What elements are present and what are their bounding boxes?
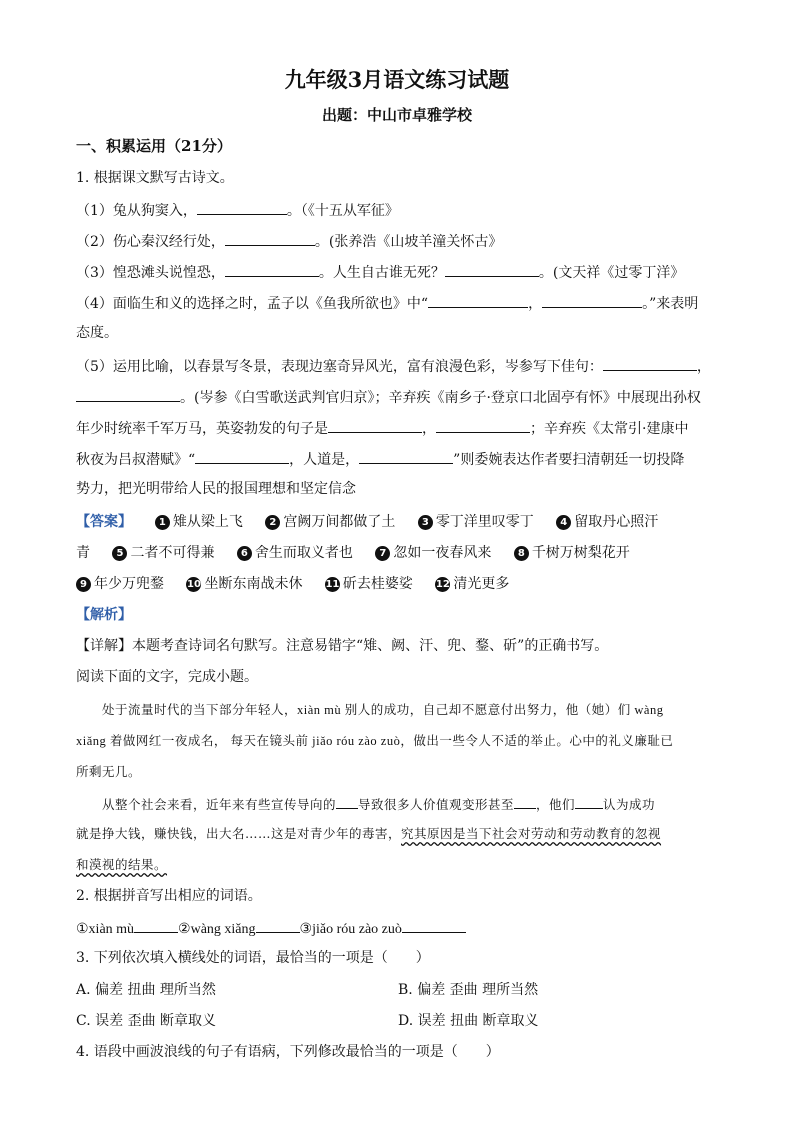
answer-text: 二者不可得兼 xyxy=(130,545,215,561)
answer-blank xyxy=(428,292,528,308)
section-heading: 一、积累运用（21分） xyxy=(76,137,232,155)
passage-line xyxy=(102,700,663,720)
answer-text: 留取丹心照汗 xyxy=(574,514,659,530)
page-title: 九年级3月语文练习试题 xyxy=(284,67,510,92)
q1-part1 xyxy=(76,199,399,221)
reading-intro: 阅读下面的文字，完成小题。 xyxy=(76,669,258,685)
q1-part5-line4 xyxy=(76,448,684,470)
detail-text: 【详解】本题考查诗词名句默写。注意易错字“雉、阙、汗、兜、鍪、斫”的正确书写。 xyxy=(76,638,609,654)
circled-number: 6 xyxy=(237,546,252,561)
q1-part5 xyxy=(76,355,711,377)
circled-number: 2 xyxy=(265,515,280,530)
text: 秋夜为吕叔潜赋》“ xyxy=(76,452,196,468)
answer-item xyxy=(418,514,534,530)
circled-number: 3 xyxy=(418,515,433,530)
answer-blank xyxy=(328,417,422,433)
answer-item xyxy=(325,576,413,592)
q1-part4 xyxy=(76,292,698,314)
text: （5）运用比喻，以春景写冬景，表现边塞奇异风光，富有浪漫色彩，岑参写下佳句： xyxy=(76,359,603,375)
circled-number: 12 xyxy=(435,579,450,590)
text: ， xyxy=(528,296,543,312)
text: 。(张养浩《山坡羊潼关怀古》 xyxy=(314,234,503,250)
answer-blank xyxy=(256,917,300,933)
pinyin-item: ③jiǎo róu zào zuò xyxy=(299,922,402,937)
answer-blank xyxy=(436,417,530,433)
q2-stem: 2. 根据拼音写出相应的词语。 xyxy=(76,888,262,904)
answer-item xyxy=(514,545,630,561)
circled-number: 1 xyxy=(155,515,170,530)
answer-text: 舍生而取义者也 xyxy=(254,545,353,561)
answer-text: 忽如一夜春风来 xyxy=(393,545,492,561)
passage-text: 处于流量时代的当下部分年轻人，xiàn mù 别人的成功，自己却不愿意付出努力，他（她）们 wàng xyxy=(102,703,664,717)
pinyin-item: ②wàng xiǎng xyxy=(178,922,256,937)
answer-blank xyxy=(514,793,536,809)
answer-blank xyxy=(195,448,289,464)
text: 。(文天祥《过零丁洋》 xyxy=(538,265,685,281)
q2-items xyxy=(76,917,466,940)
answer-text: 宫阙万间都做了土 xyxy=(283,514,396,530)
answer-line-2 xyxy=(76,543,630,563)
circled-number: 9 xyxy=(76,577,91,592)
text: （2）伤心秦汉经行处， xyxy=(76,234,225,250)
answer-item xyxy=(237,545,353,561)
answer-text: 雉从梁上飞 xyxy=(172,514,243,530)
answer-text: 零丁洋里叹零丁 xyxy=(435,514,534,530)
answer-blank xyxy=(225,261,319,277)
answer-item xyxy=(155,514,243,530)
text: ”则委婉表达作者要扫清朝廷一切投降 xyxy=(453,452,685,468)
answer-item xyxy=(76,576,164,592)
q1-part5-line5: 势力，把光明带给人民的报国理想和坚定信念 xyxy=(76,481,356,497)
passage-line xyxy=(76,824,661,844)
text: ， xyxy=(696,359,711,375)
passage-line: 所剩无几。 xyxy=(76,764,142,779)
answer-line-3 xyxy=(76,574,509,594)
text: （3）惶恐滩头说惶恐， xyxy=(76,265,225,281)
circled-number: 11 xyxy=(325,579,340,590)
answer-item xyxy=(265,514,395,530)
page-subtitle: 出题：中山市卓雅学校 xyxy=(321,106,472,124)
circled-number: 7 xyxy=(375,546,390,561)
circled-number: 5 xyxy=(112,546,127,561)
q1-part5-line3 xyxy=(76,417,688,439)
text: 。(岑参《白雪歌送武判官归京》；辛弃疾《南乡子·登京口北固亭有怀》中展现出孙权 xyxy=(180,390,701,406)
answer-item xyxy=(556,514,658,530)
answer-label: 【答案】 xyxy=(76,514,132,530)
q1-part2 xyxy=(76,230,502,252)
option-b[interactable]: B. 偏差 歪曲 理所当然 xyxy=(398,982,539,998)
q3-stem: 3. 下列依次填入横线处的词语，最恰当的一项是（ ） xyxy=(76,950,430,966)
text: ；辛弃疾《太常引·建康中 xyxy=(530,421,689,437)
text: 。（《十五从军征》 xyxy=(286,203,399,219)
q1-stem: 1. 根据课文默写古诗文。 xyxy=(76,170,234,186)
circled-number: 10 xyxy=(186,579,201,590)
answer-item xyxy=(186,576,302,592)
passage-line xyxy=(102,793,655,815)
text: （1）兔从狗窦入， xyxy=(76,203,197,219)
passage-text: ，他们 xyxy=(536,797,576,812)
answer-item xyxy=(375,545,491,561)
answer-blank xyxy=(225,230,315,246)
answer-text: 千树万树梨花开 xyxy=(531,545,630,561)
passage-text: 导致很多人价值观变形甚至 xyxy=(358,797,515,812)
answer-line-1 xyxy=(76,512,658,532)
answer-blank xyxy=(336,793,358,809)
passage-text: 就是挣大钱，赚快钱，出大名……这是对青少年的毒害， xyxy=(76,826,402,841)
analysis-label: 【解析】 xyxy=(76,607,132,623)
passage-text: xiǎng 着做网红一夜成名， 每天在镜头前 jiǎo róu zào zuò，做出一些令人不适的举止。心中的礼义廉耻已 xyxy=(76,734,674,748)
q1-part3 xyxy=(76,261,684,283)
answer-blank xyxy=(445,261,539,277)
text: 。”来表明 xyxy=(642,296,699,312)
answer-item-cont: 青 xyxy=(76,545,90,561)
answer-blank xyxy=(402,917,466,933)
wavy-underlined-sentence: 和漠视的结果。 xyxy=(76,857,168,872)
answer-blank xyxy=(197,199,287,215)
answer-blank xyxy=(359,448,453,464)
answer-text: 坐断东南战未休 xyxy=(204,576,303,592)
option-d[interactable]: D. 误差 扭曲 断章取义 xyxy=(398,1013,539,1029)
option-c[interactable]: C. 误差 歪曲 断章取义 xyxy=(76,1013,217,1029)
answer-blank xyxy=(134,917,178,933)
answer-blank xyxy=(603,355,697,371)
passage-text: 从整个社会来看，近年来有些宣传导向的 xyxy=(102,797,337,812)
option-a[interactable]: A. 偏差 扭曲 理所当然 xyxy=(76,982,216,998)
q4-stem: 4. 语段中画波浪线的句子有语病，下列修改最恰当的一项是（ ） xyxy=(76,1044,500,1060)
q1-part4-cont: 态度。 xyxy=(76,325,118,341)
wavy-underlined-sentence: 究其原因是当下社会对劳动和劳动教育的忽视 xyxy=(401,826,662,841)
pinyin-item: ①xiàn mù xyxy=(76,922,135,937)
answer-blank xyxy=(76,386,180,402)
circled-number: 4 xyxy=(556,515,571,530)
answer-blank xyxy=(542,292,642,308)
circled-number: 8 xyxy=(514,546,529,561)
passage-text: 认为成功 xyxy=(603,797,656,812)
answer-text: 清光更多 xyxy=(453,576,510,592)
text: （4）面临生和义的选择之时，孟子以《鱼我所欲也》中“ xyxy=(76,296,429,312)
passage-line xyxy=(76,731,673,751)
answer-item xyxy=(112,545,214,561)
text: ， xyxy=(422,421,436,437)
text: 。人生自古谁无死？ xyxy=(318,265,445,281)
answer-text: 斫去桂婆娑 xyxy=(342,576,413,592)
text: 年少时统率千军万马，英姿勃发的句子是 xyxy=(76,421,328,437)
answer-blank xyxy=(575,793,603,809)
answer-item xyxy=(435,576,509,592)
answer-text: 年少万兜鍪 xyxy=(94,576,164,592)
q1-part5-line2 xyxy=(76,386,701,408)
passage-line xyxy=(76,855,167,875)
text: ，人道是， xyxy=(289,452,360,468)
